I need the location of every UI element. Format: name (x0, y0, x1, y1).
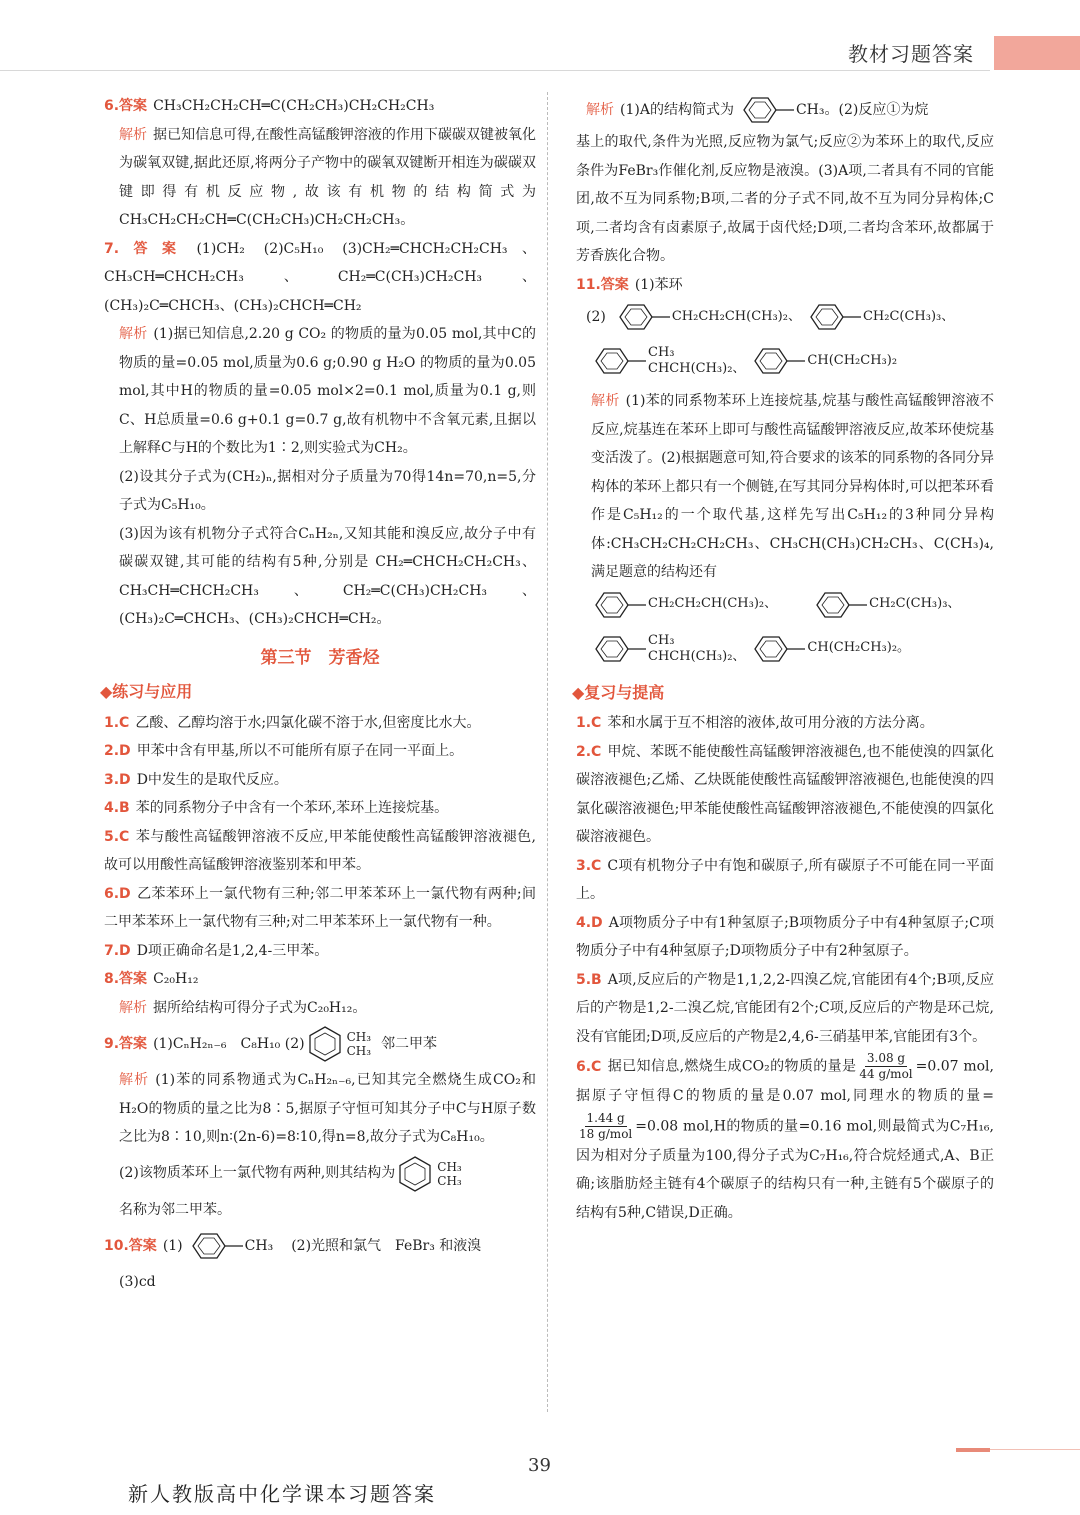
header-rule (0, 70, 990, 71)
benzene-ring-icon (807, 589, 869, 621)
list-item: 6.D 乙苯苯环上一氯代物有三种;邻二甲苯苯环上一氯代物有两种;间二甲苯苯环上一氯代物有三种;对二甲苯苯环上一氯代物有一种。 (104, 885, 536, 930)
review-heading: ◆复习与提高 (572, 682, 665, 702)
o-xylene-ring (305, 1024, 345, 1064)
toluene-structure (183, 1230, 245, 1262)
q9-explanation-1: 解析 (1)苯的同系物通式为CₙH₂ₙ₋₆,已知其完全燃烧生成CO₂和H₂O的物质的量之比为8∶5,据原子守恒可知其分子中C与H原子数之比为8∶10,则n∶(2n-6)=8∶10,得n=8,故分子式为C₈H₁₀。 (119, 1072, 536, 1145)
left-column (100, 92, 537, 1297)
benzene-ring-icon (745, 345, 807, 377)
column-divider (547, 92, 548, 1412)
q11-structures-row-2: CH₃ CHCH(CH₃)₂、 CH(CH₂CH₃)₂ (576, 335, 994, 387)
list-item: 2.D 甲苯中含有甲基,所以不可能所有原子在同一平面上。 (104, 743, 464, 759)
list-item: 3.C C项有机物分子中有饱和碳原子,所有碳原子不可能在同一平面上。 (576, 857, 994, 902)
list-item: 7.D D项正确命名是1,2,4-三甲苯。 (104, 942, 329, 959)
q7-explanation-1: 解析 (1)据已知信息,2.20 g CO₂ 的物质的量为0.05 mol,其中C的物质的量=0.05 mol,质量为0.6 g;0.90 g H₂O 的物质的量为0.05 mol,其中H的物质的量=0.05 mol×2=0.1 mol,质量为0.1 g,则C、H总质量=0.6 g+0.1 g=0.7 g,故有机物中不含氧元素,且据以上解释C与H的个数比为1∶2,则实验式为CH₂。 (119, 326, 536, 456)
benzene-ring-icon (586, 589, 648, 621)
list-item: 3.D D中发生的是取代反应。 (104, 771, 288, 788)
list-item: 4.B 苯的同系物分子中含有一个苯环,苯环上连接烷基。 (104, 800, 449, 816)
q6-answer: 6.答案 CH₃CH₂CH₂CH═C(CH₂CH₃)CH₂CH₂CH₃ (104, 98, 435, 114)
footer-title: 新人教版高中化学课本习题答案 (128, 1482, 436, 1506)
header-accent-block (994, 36, 1080, 70)
q8-answer: 8.答案 C₂₀H₁₂ (104, 971, 199, 987)
q11-structures-row-4: CH₃ CHCH(CH₃)₂、 CH(CH₂CH₃)₂。 (576, 623, 994, 675)
q8-explanation: 解析 据所给结构可得分子式为C₂₀H₁₂。 (119, 999, 367, 1016)
q9-explanation-3: 名称为邻二甲苯。 (119, 1201, 231, 1218)
header-title: 教材习题答案 (848, 42, 974, 66)
benzene-ring-icon (586, 633, 648, 665)
q9-answer: 9.答案 (1)CₙH₂ₙ₋₆ C₈H₁₀ (2) CH₃ CH₃ 邻二甲苯 (104, 1022, 536, 1066)
o-xylene-ring (395, 1154, 435, 1194)
q11-structures-row-3: CH₂CH₂CH(CH₃)₂、 CH₂C(CH₃)₃、 (576, 587, 994, 623)
toluene-structure (734, 94, 796, 126)
q11-answer: 11.答案 (1)苯环 (576, 276, 683, 293)
list-item: 5.C 苯与酸性高锰酸钾溶液不反应,甲苯能使酸性高锰酸钾溶液褪色,故可以用酸性高锰酸钾溶液鉴别苯和甲苯。 (104, 828, 536, 873)
q7-explanation-3: (3)因为该有机物分子式符合CₙH₂ₙ,又知其能和溴反应,故分子中有碳碳双键,其可能的结构有5种,分别是 CH₂═CHCH₂CH₂CH₃、CH₃CH═CHCH₂CH₃、CH₂═C(CH₃)CH₂CH₃、(CH₃)₂C═CHCH₃、(CH₃)₂CHCH═CH₂。 (119, 525, 536, 627)
benzene-ring-icon (801, 301, 863, 333)
footer-accent-line (990, 1449, 1080, 1450)
q10-answer: 10.答案 (1) CH₃ (2)光照和氯气 FeBr₃ 和液溴 (104, 1224, 536, 1268)
list-item: 1.C 乙酸、乙醇均溶于水;四氯化碳不溶于水,但密度比水大。 (104, 714, 481, 731)
practice-list (104, 709, 536, 966)
q7-answer: 7.答案 (1)CH₂ (2)C₅H₁₀ (3)CH₂═CHCH₂CH₂CH₃、CH₃CH═CHCH₂CH₃、CH₂═C(CH₃)CH₂CH₃、(CH₃)₂C═CHCH₃、(CH₃)₂CHCH═CH₂ (104, 240, 537, 314)
review-q6: 6.C 据已知信息,燃烧生成CO₂的物质的量是 3.08 g 44 g/mol =0.07 mol,据原子守恒得C的物质的量是0.07 mol,同理水的物质的量= 1.44 g 18 g/mol =0.08 mol,H的物质的量=0.16 mol,则最简式为C₇H₁₆,因为相对分子质量为100,得分子式为C₇H₁₆,符合烷烃通式,A、B正确;该脂肪烃主链有4个碳原子的结构只有一种,主链有5个碳原子的结构有5种,C错误,D正确。 (576, 1051, 994, 1221)
list-item: 4.D A项物质分子中有1种氢原子;B项物质分子中有4种氢原子;C项物质分子中有4种氢原子;D项物质分子中有2种氢原子。 (576, 914, 994, 959)
q10-explanation: 基上的取代,条件为光照,反应物为氯气;反应②为苯环上的取代,反应条件为FeBr₃作催化剂,反应物是液溴。(3)A项,二者具有不同的官能团,故不互为同系物;B项,二者的分子式不同,故不互为同分异构体;C项,二者均含有卤素原子,故属于卤代烃;D项,二者均含苯环,故都属于芳香族化合物。 (576, 134, 994, 264)
section-title: 第三节 芳香烃 (260, 647, 380, 668)
footer-accent-bar (956, 1448, 990, 1452)
q11-structures-row-1: (2) CH₂CH₂CH(CH₃)₂、 CH₂C(CH₃)₃、 (576, 299, 994, 335)
list-item: 5.B A项,反应后的产物是1,1,2,2-四溴乙烷,官能团有4个;B项,反应后的产物是1,2-二溴乙烷,官能团有2个;C项,反应后的产物是环己烷,没有官能团;D项,反应后的产物是2,4,6-三硝基甲苯,官能团有3个。 (576, 971, 994, 1045)
q9-explanation-2: (2)该物质苯环上一氯代物有两种,则其结构为 CH₃ CH₃ (104, 1152, 536, 1196)
q10-answer-3: (3)cd (119, 1274, 156, 1290)
benzene-ring-icon (745, 633, 807, 665)
benzene-ring-icon (610, 301, 672, 333)
practice-heading: ◆练习与应用 (100, 682, 193, 701)
q7-explanation-2: (2)设其分子式为(CH₂)ₙ,据相对分子质量为70得14n=70,n=5,分子式为C₅H₁₀。 (119, 468, 536, 513)
list-item: 2.C 甲烷、苯既不能使酸性高锰酸钾溶液褪色,也不能使溴的四氯化碳溶液褪色;乙烯、乙炔既能使酸性高锰酸钾溶液褪色,也能使溴的四氯化碳溶液褪色;甲苯能使酸性高锰酸钾溶液褪色,不能使溴的四氯化碳溶液褪色。 (576, 743, 994, 845)
q10-explanation-head: 解析 (1)A的结构简式为 CH₃ 。(2)反应①为烷 (576, 92, 994, 128)
q11-explanation: 解析 (1)苯的同系物苯环上连接烷基,烷基与酸性高锰酸钾溶液不反应,烷基连在苯环上即可与酸性高锰酸钾溶液反应,故苯环使烷基变活泼了。(2)根据题意可知,符合要求的该苯的同系物的各同分异构体的苯环上都只有一个侧链,在写其同分异构体时,可以把苯环看作是C₅H₁₂的一个取代基,这样先写出C₅H₁₂的3种同分异构体:CH₃CH₂CH₂CH₂CH₃、CH₃CH(CH₃)CH₂CH₃、C(CH₃)₄,满足题意的结构还有 (591, 393, 995, 580)
benzene-ring-icon (586, 345, 648, 377)
list-item: 1.C 苯和水属于互不相溶的液体,故可用分液的方法分离。 (576, 715, 934, 731)
review-list (576, 709, 994, 1051)
q6-explanation: 解析 据已知信息可得,在酸性高锰酸钾溶液的作用下碳碳双键被氧化为碳氧双键,据此还原,将两分子产物中的碳氧双键断开相连为碳碳双键即得有机反应物,故该有机物的结构简式为 CH₃CH₂CH₂CH═C(CH₂CH₃)CH₂CH₂CH₃。 (119, 126, 537, 228)
right-column (572, 92, 995, 1227)
page-number: 39 (528, 1455, 551, 1476)
